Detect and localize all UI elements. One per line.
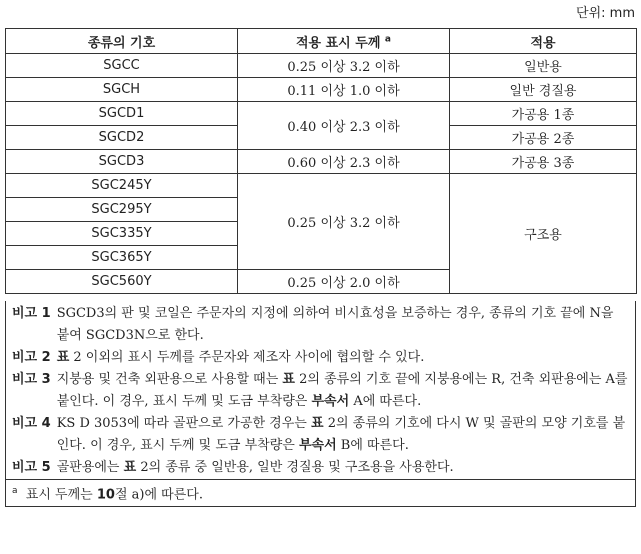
footnote-text: 표시 두께는 10절 a)에 따른다. — [25, 487, 203, 503]
note-label: 비고 1 — [12, 306, 51, 321]
footnote-marker: a — [384, 34, 391, 45]
type-cell: SGCH — [6, 78, 238, 102]
note-1 — [6, 301, 635, 347]
spec-table — [5, 28, 637, 294]
note-text: SGCD3의 판 및 코일은 주문자의 지정에 의하여 비시효성을 보증하는 경우, 종류의 기호 끝에 N을 붙여 SGCD3N으로 한다. — [56, 306, 614, 343]
thickness-cell: 0.60 이상 2.3 이하 — [238, 150, 450, 174]
table-row — [6, 102, 637, 126]
use-cell: 가공용 1종 — [450, 102, 637, 126]
type-cell: SGC295Y — [6, 198, 238, 222]
type-cell: SGC365Y — [6, 246, 238, 270]
table-row — [6, 150, 637, 174]
note-text: 표 2 이외의 표시 두께를 주문자와 제조자 사이에 협의할 수 있다. — [56, 350, 425, 365]
note-label: 비고 2 — [12, 350, 51, 365]
note-2 — [6, 347, 635, 369]
table-footnote — [6, 479, 635, 506]
type-cell: SGCD3 — [6, 150, 238, 174]
thickness-cell: 0.40 이상 2.3 이하 — [238, 102, 450, 150]
thickness-cell: 0.25 이상 3.2 이하 — [238, 54, 450, 78]
use-cell: 가공용 3종 — [450, 150, 637, 174]
type-cell: SGCC — [6, 54, 238, 78]
note-text: 골판용에는 표 2의 종류 중 일반용, 일반 경질용 및 구조용을 사용한다. — [56, 460, 454, 475]
header-thickness: 적용 표시 두께 $^a$ — [238, 29, 450, 54]
note-text: 지붕용 및 건축 외판용으로 사용할 때는 표 2의 종류의 기호 끝에 지붕용에는 R, 건축 외판용에는 A를 붙인다. 이 경우, 표시 두께 및 도금 부착량은 부속서 A에 따른다. — [56, 372, 628, 409]
type-cell: SGC335Y — [6, 222, 238, 246]
thickness-cell: 0.25 이상 3.2 이하 — [238, 174, 450, 270]
type-cell: SGC245Y — [6, 174, 238, 198]
note-4 — [6, 413, 635, 457]
thickness-cell: 0.11 이상 1.0 이하 — [238, 78, 450, 102]
thickness-cell: 0.25 이상 2.0 이하 — [238, 270, 450, 294]
type-cell: SGCD1 — [6, 102, 238, 126]
footnote-marker: a — [12, 486, 18, 496]
table-row — [6, 78, 637, 102]
notes-box — [5, 301, 636, 507]
unit-label: 단위: mm — [576, 6, 635, 21]
type-cell: SGCD2 — [6, 126, 238, 150]
note-label: 비고 3 — [12, 372, 51, 387]
table-row — [6, 54, 637, 78]
table-row — [6, 174, 637, 198]
use-cell: 일반용 — [450, 54, 637, 78]
header-type: 종류의 기호 — [6, 29, 238, 54]
note-label: 비고 5 — [12, 460, 51, 475]
note-3 — [6, 369, 635, 413]
table-header-row — [6, 29, 637, 54]
use-cell: 가공용 2종 — [450, 126, 637, 150]
note-label: 비고 4 — [12, 416, 51, 431]
header-use: 적용 — [450, 29, 637, 54]
note-5 — [6, 457, 635, 479]
use-cell: 구조용 — [450, 174, 637, 294]
note-text: KS D 3053에 따라 골판으로 가공한 경우는 표 2의 종류의 기호에 다시 W 및 골판의 모양 기호를 붙인다. 이 경우, 표시 두께 및 도금 부착량은 부속서 B에 따른다. — [56, 416, 626, 453]
use-cell: 일반 경질용 — [450, 78, 637, 102]
type-cell: SGC560Y — [6, 270, 238, 294]
